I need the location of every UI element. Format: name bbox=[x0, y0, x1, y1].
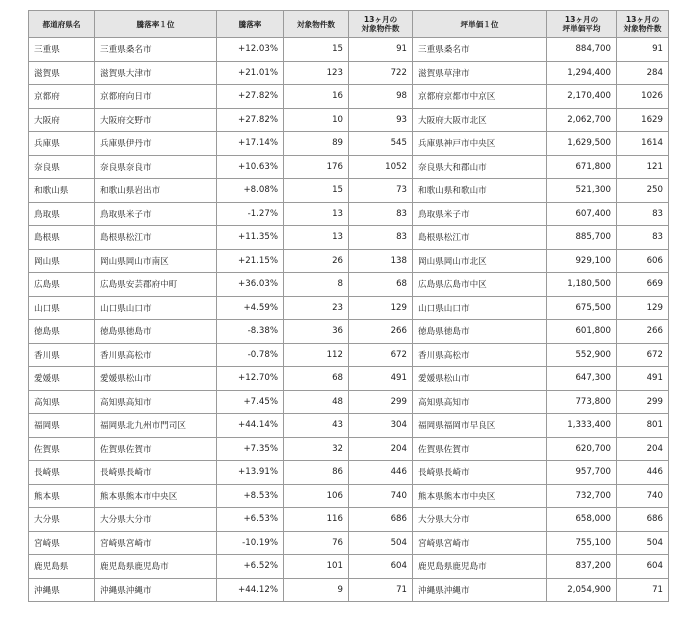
property-count-cell: 48 bbox=[284, 390, 349, 414]
top-price-area-cell: 愛媛県松山市 bbox=[413, 367, 547, 391]
table-row bbox=[29, 38, 669, 62]
top-price-area-cell: 佐賀県佐賀市 bbox=[413, 437, 547, 461]
top-price-area-cell: 長崎県長崎市 bbox=[413, 461, 547, 485]
count-13month-cell: 71 bbox=[349, 578, 413, 602]
count-13month-2-cell: 491 bbox=[617, 367, 669, 391]
count-13month-2-cell: 672 bbox=[617, 343, 669, 367]
avg-price-13month-cell: 647,300 bbox=[547, 367, 617, 391]
property-count-cell: 116 bbox=[284, 508, 349, 532]
prefecture-cell: 大阪府 bbox=[29, 108, 95, 132]
prefecture-cell: 宮崎県 bbox=[29, 531, 95, 555]
count-13month-2-cell: 504 bbox=[617, 531, 669, 555]
top-price-area-cell: 京都府京都市中京区 bbox=[413, 85, 547, 109]
property-count-cell: 89 bbox=[284, 132, 349, 156]
count-13month-cell: 740 bbox=[349, 484, 413, 508]
change-rate-cell: +44.14% bbox=[217, 414, 284, 438]
avg-price-13month-cell: 552,900 bbox=[547, 343, 617, 367]
top-price-area-cell: 奈良県大和郡山市 bbox=[413, 155, 547, 179]
table-row bbox=[29, 320, 669, 344]
change-rate-cell: +4.59% bbox=[217, 296, 284, 320]
header-13month-count bbox=[349, 11, 413, 38]
property-count-cell: 106 bbox=[284, 484, 349, 508]
top-change-area-cell: 滋賀県大津市 bbox=[95, 61, 217, 85]
header-prefecture: 都道府県名 bbox=[29, 11, 95, 38]
top-change-area-cell: 沖縄県沖縄市 bbox=[95, 578, 217, 602]
price-table-container bbox=[28, 10, 669, 602]
change-rate-cell: +8.53% bbox=[217, 484, 284, 508]
header-top-price-area: 坪単価１位 bbox=[413, 11, 547, 38]
prefecture-cell: 岡山県 bbox=[29, 249, 95, 273]
count-13month-2-cell: 83 bbox=[617, 202, 669, 226]
table-row bbox=[29, 273, 669, 297]
property-count-cell: 123 bbox=[284, 61, 349, 85]
avg-price-13month-cell: 671,800 bbox=[547, 155, 617, 179]
count-13month-cell: 604 bbox=[349, 555, 413, 579]
avg-price-13month-cell: 1,333,400 bbox=[547, 414, 617, 438]
count-13month-cell: 93 bbox=[349, 108, 413, 132]
prefecture-cell: 愛媛県 bbox=[29, 367, 95, 391]
count-13month-2-cell: 669 bbox=[617, 273, 669, 297]
header-property-count: 対象物件数 bbox=[284, 11, 349, 38]
change-rate-cell: +8.08% bbox=[217, 179, 284, 203]
count-13month-2-cell: 604 bbox=[617, 555, 669, 579]
prefecture-cell: 島根県 bbox=[29, 226, 95, 250]
top-change-area-cell: 広島県安芸郡府中町 bbox=[95, 273, 217, 297]
top-price-area-cell: 広島県広島市中区 bbox=[413, 273, 547, 297]
table-row bbox=[29, 249, 669, 273]
property-count-cell: 26 bbox=[284, 249, 349, 273]
top-change-area-cell: 鳥取県米子市 bbox=[95, 202, 217, 226]
change-rate-cell: -8.38% bbox=[217, 320, 284, 344]
avg-price-13month-cell: 755,100 bbox=[547, 531, 617, 555]
top-change-area-cell: 熊本県熊本市中央区 bbox=[95, 484, 217, 508]
count-13month-2-cell: 446 bbox=[617, 461, 669, 485]
count-13month-2-cell: 801 bbox=[617, 414, 669, 438]
change-rate-cell: +11.35% bbox=[217, 226, 284, 250]
prefecture-cell: 鳥取県 bbox=[29, 202, 95, 226]
count-13month-2-cell: 204 bbox=[617, 437, 669, 461]
count-13month-cell: 68 bbox=[349, 273, 413, 297]
change-rate-cell: +36.03% bbox=[217, 273, 284, 297]
count-13month-cell: 304 bbox=[349, 414, 413, 438]
change-rate-cell: +12.03% bbox=[217, 38, 284, 62]
top-price-area-cell: 宮崎県宮崎市 bbox=[413, 531, 547, 555]
table-row bbox=[29, 390, 669, 414]
count-13month-2-cell: 129 bbox=[617, 296, 669, 320]
property-count-cell: 101 bbox=[284, 555, 349, 579]
prefecture-cell: 福岡県 bbox=[29, 414, 95, 438]
header-line: 13ヶ月の bbox=[564, 15, 599, 24]
count-13month-cell: 204 bbox=[349, 437, 413, 461]
count-13month-2-cell: 71 bbox=[617, 578, 669, 602]
avg-price-13month-cell: 1,294,400 bbox=[547, 61, 617, 85]
top-change-area-cell: 三重県桑名市 bbox=[95, 38, 217, 62]
count-13month-2-cell: 91 bbox=[617, 38, 669, 62]
change-rate-cell: +13.91% bbox=[217, 461, 284, 485]
change-rate-cell: +44.12% bbox=[217, 578, 284, 602]
top-price-area-cell: 福岡県福岡市早良区 bbox=[413, 414, 547, 438]
header-row bbox=[29, 11, 669, 38]
prefecture-cell: 鹿児島県 bbox=[29, 555, 95, 579]
count-13month-cell: 91 bbox=[349, 38, 413, 62]
table-row bbox=[29, 367, 669, 391]
change-rate-cell: +7.45% bbox=[217, 390, 284, 414]
avg-price-13month-cell: 957,700 bbox=[547, 461, 617, 485]
top-price-area-cell: 岡山県岡山市北区 bbox=[413, 249, 547, 273]
count-13month-cell: 1052 bbox=[349, 155, 413, 179]
avg-price-13month-cell: 521,300 bbox=[547, 179, 617, 203]
avg-price-13month-cell: 2,170,400 bbox=[547, 85, 617, 109]
avg-price-13month-cell: 601,800 bbox=[547, 320, 617, 344]
count-13month-cell: 98 bbox=[349, 85, 413, 109]
prefecture-cell: 高知県 bbox=[29, 390, 95, 414]
price-ranking-table bbox=[28, 10, 669, 602]
count-13month-cell: 672 bbox=[349, 343, 413, 367]
change-rate-cell: +21.15% bbox=[217, 249, 284, 273]
count-13month-2-cell: 1614 bbox=[617, 132, 669, 156]
table-body bbox=[29, 38, 669, 602]
top-change-area-cell: 岡山県岡山市南区 bbox=[95, 249, 217, 273]
header-change-rate: 騰落率 bbox=[217, 11, 284, 38]
property-count-cell: 76 bbox=[284, 531, 349, 555]
prefecture-cell: 京都府 bbox=[29, 85, 95, 109]
change-rate-cell: -0.78% bbox=[217, 343, 284, 367]
prefecture-cell: 徳島県 bbox=[29, 320, 95, 344]
count-13month-2-cell: 250 bbox=[617, 179, 669, 203]
avg-price-13month-cell: 885,700 bbox=[547, 226, 617, 250]
property-count-cell: 43 bbox=[284, 414, 349, 438]
count-13month-cell: 686 bbox=[349, 508, 413, 532]
table-row bbox=[29, 108, 669, 132]
count-13month-cell: 83 bbox=[349, 226, 413, 250]
change-rate-cell: +27.82% bbox=[217, 108, 284, 132]
change-rate-cell: -1.27% bbox=[217, 202, 284, 226]
top-price-area-cell: 兵庫県神戸市中央区 bbox=[413, 132, 547, 156]
avg-price-13month-cell: 2,062,700 bbox=[547, 108, 617, 132]
change-rate-cell: +10.63% bbox=[217, 155, 284, 179]
change-rate-cell: -10.19% bbox=[217, 531, 284, 555]
prefecture-cell: 香川県 bbox=[29, 343, 95, 367]
top-price-area-cell: 高知県高知市 bbox=[413, 390, 547, 414]
avg-price-13month-cell: 620,700 bbox=[547, 437, 617, 461]
count-13month-cell: 129 bbox=[349, 296, 413, 320]
top-change-area-cell: 香川県高松市 bbox=[95, 343, 217, 367]
avg-price-13month-cell: 929,100 bbox=[547, 249, 617, 273]
count-13month-2-cell: 299 bbox=[617, 390, 669, 414]
top-change-area-cell: 大阪府交野市 bbox=[95, 108, 217, 132]
top-change-area-cell: 鹿児島県鹿児島市 bbox=[95, 555, 217, 579]
top-change-area-cell: 愛媛県松山市 bbox=[95, 367, 217, 391]
change-rate-cell: +12.70% bbox=[217, 367, 284, 391]
change-rate-cell: +21.01% bbox=[217, 61, 284, 85]
change-rate-cell: +27.82% bbox=[217, 85, 284, 109]
header-13month-avg-price bbox=[547, 11, 617, 38]
property-count-cell: 23 bbox=[284, 296, 349, 320]
table-row bbox=[29, 296, 669, 320]
count-13month-2-cell: 284 bbox=[617, 61, 669, 85]
count-13month-2-cell: 266 bbox=[617, 320, 669, 344]
table-row bbox=[29, 437, 669, 461]
count-13month-2-cell: 606 bbox=[617, 249, 669, 273]
table-row bbox=[29, 85, 669, 109]
property-count-cell: 10 bbox=[284, 108, 349, 132]
header-line: 坪単価平均 bbox=[562, 24, 601, 33]
top-price-area-cell: 島根県松江市 bbox=[413, 226, 547, 250]
top-price-area-cell: 鹿児島県鹿児島市 bbox=[413, 555, 547, 579]
property-count-cell: 13 bbox=[284, 226, 349, 250]
change-rate-cell: +7.35% bbox=[217, 437, 284, 461]
header-line: 対象物件数 bbox=[361, 24, 400, 33]
property-count-cell: 112 bbox=[284, 343, 349, 367]
table-row bbox=[29, 132, 669, 156]
top-change-area-cell: 和歌山県岩出市 bbox=[95, 179, 217, 203]
change-rate-cell: +6.52% bbox=[217, 555, 284, 579]
avg-price-13month-cell: 658,000 bbox=[547, 508, 617, 532]
top-change-area-cell: 兵庫県伊丹市 bbox=[95, 132, 217, 156]
count-13month-2-cell: 740 bbox=[617, 484, 669, 508]
top-price-area-cell: 香川県高松市 bbox=[413, 343, 547, 367]
avg-price-13month-cell: 837,200 bbox=[547, 555, 617, 579]
avg-price-13month-cell: 884,700 bbox=[547, 38, 617, 62]
prefecture-cell: 広島県 bbox=[29, 273, 95, 297]
change-rate-cell: +17.14% bbox=[217, 132, 284, 156]
property-count-cell: 8 bbox=[284, 273, 349, 297]
header-13month-count-2 bbox=[617, 11, 669, 38]
count-13month-cell: 504 bbox=[349, 531, 413, 555]
table-row bbox=[29, 578, 669, 602]
top-change-area-cell: 高知県高知市 bbox=[95, 390, 217, 414]
top-change-area-cell: 島根県松江市 bbox=[95, 226, 217, 250]
top-change-area-cell: 京都府向日市 bbox=[95, 85, 217, 109]
top-change-area-cell: 宮崎県宮崎市 bbox=[95, 531, 217, 555]
count-13month-cell: 545 bbox=[349, 132, 413, 156]
count-13month-cell: 446 bbox=[349, 461, 413, 485]
top-price-area-cell: 徳島県徳島市 bbox=[413, 320, 547, 344]
property-count-cell: 36 bbox=[284, 320, 349, 344]
table-row bbox=[29, 343, 669, 367]
property-count-cell: 9 bbox=[284, 578, 349, 602]
avg-price-13month-cell: 607,400 bbox=[547, 202, 617, 226]
table-row bbox=[29, 226, 669, 250]
top-price-area-cell: 大阪府大阪市北区 bbox=[413, 108, 547, 132]
top-change-area-cell: 福岡県北九州市門司区 bbox=[95, 414, 217, 438]
property-count-cell: 16 bbox=[284, 85, 349, 109]
avg-price-13month-cell: 1,180,500 bbox=[547, 273, 617, 297]
property-count-cell: 176 bbox=[284, 155, 349, 179]
count-13month-2-cell: 686 bbox=[617, 508, 669, 532]
property-count-cell: 32 bbox=[284, 437, 349, 461]
property-count-cell: 68 bbox=[284, 367, 349, 391]
top-change-area-cell: 大分県大分市 bbox=[95, 508, 217, 532]
top-change-area-cell: 山口県山口市 bbox=[95, 296, 217, 320]
count-13month-cell: 138 bbox=[349, 249, 413, 273]
prefecture-cell: 山口県 bbox=[29, 296, 95, 320]
count-13month-cell: 83 bbox=[349, 202, 413, 226]
top-price-area-cell: 熊本県熊本市中央区 bbox=[413, 484, 547, 508]
table-row bbox=[29, 179, 669, 203]
count-13month-2-cell: 83 bbox=[617, 226, 669, 250]
table-row bbox=[29, 202, 669, 226]
top-price-area-cell: 和歌山県和歌山市 bbox=[413, 179, 547, 203]
top-price-area-cell: 鳥取県米子市 bbox=[413, 202, 547, 226]
top-change-area-cell: 佐賀県佐賀市 bbox=[95, 437, 217, 461]
prefecture-cell: 佐賀県 bbox=[29, 437, 95, 461]
top-price-area-cell: 沖縄県沖縄市 bbox=[413, 578, 547, 602]
table-row bbox=[29, 155, 669, 179]
table-row bbox=[29, 414, 669, 438]
header-line: 13ヶ月の bbox=[363, 15, 398, 24]
top-change-area-cell: 徳島県徳島市 bbox=[95, 320, 217, 344]
prefecture-cell: 長崎県 bbox=[29, 461, 95, 485]
change-rate-cell: +6.53% bbox=[217, 508, 284, 532]
avg-price-13month-cell: 732,700 bbox=[547, 484, 617, 508]
count-13month-cell: 73 bbox=[349, 179, 413, 203]
count-13month-cell: 722 bbox=[349, 61, 413, 85]
count-13month-cell: 491 bbox=[349, 367, 413, 391]
table-row bbox=[29, 484, 669, 508]
prefecture-cell: 熊本県 bbox=[29, 484, 95, 508]
top-price-area-cell: 大分県大分市 bbox=[413, 508, 547, 532]
table-row bbox=[29, 531, 669, 555]
header-line: 13ヶ月の bbox=[625, 15, 660, 24]
property-count-cell: 86 bbox=[284, 461, 349, 485]
top-price-area-cell: 滋賀県草津市 bbox=[413, 61, 547, 85]
top-price-area-cell: 山口県山口市 bbox=[413, 296, 547, 320]
prefecture-cell: 大分県 bbox=[29, 508, 95, 532]
prefecture-cell: 三重県 bbox=[29, 38, 95, 62]
table-row bbox=[29, 508, 669, 532]
property-count-cell: 13 bbox=[284, 202, 349, 226]
header-top-change-area: 騰落率１位 bbox=[95, 11, 217, 38]
top-price-area-cell: 三重県桑名市 bbox=[413, 38, 547, 62]
avg-price-13month-cell: 2,054,900 bbox=[547, 578, 617, 602]
prefecture-cell: 和歌山県 bbox=[29, 179, 95, 203]
prefecture-cell: 滋賀県 bbox=[29, 61, 95, 85]
property-count-cell: 15 bbox=[284, 179, 349, 203]
count-13month-2-cell: 1629 bbox=[617, 108, 669, 132]
prefecture-cell: 沖縄県 bbox=[29, 578, 95, 602]
property-count-cell: 15 bbox=[284, 38, 349, 62]
count-13month-cell: 299 bbox=[349, 390, 413, 414]
table-row bbox=[29, 61, 669, 85]
table-row bbox=[29, 555, 669, 579]
avg-price-13month-cell: 773,800 bbox=[547, 390, 617, 414]
count-13month-cell: 266 bbox=[349, 320, 413, 344]
header-line: 対象物件数 bbox=[623, 24, 662, 33]
avg-price-13month-cell: 675,500 bbox=[547, 296, 617, 320]
avg-price-13month-cell: 1,629,500 bbox=[547, 132, 617, 156]
prefecture-cell: 奈良県 bbox=[29, 155, 95, 179]
count-13month-2-cell: 121 bbox=[617, 155, 669, 179]
count-13month-2-cell: 1026 bbox=[617, 85, 669, 109]
top-change-area-cell: 長崎県長崎市 bbox=[95, 461, 217, 485]
table-row bbox=[29, 461, 669, 485]
top-change-area-cell: 奈良県奈良市 bbox=[95, 155, 217, 179]
prefecture-cell: 兵庫県 bbox=[29, 132, 95, 156]
